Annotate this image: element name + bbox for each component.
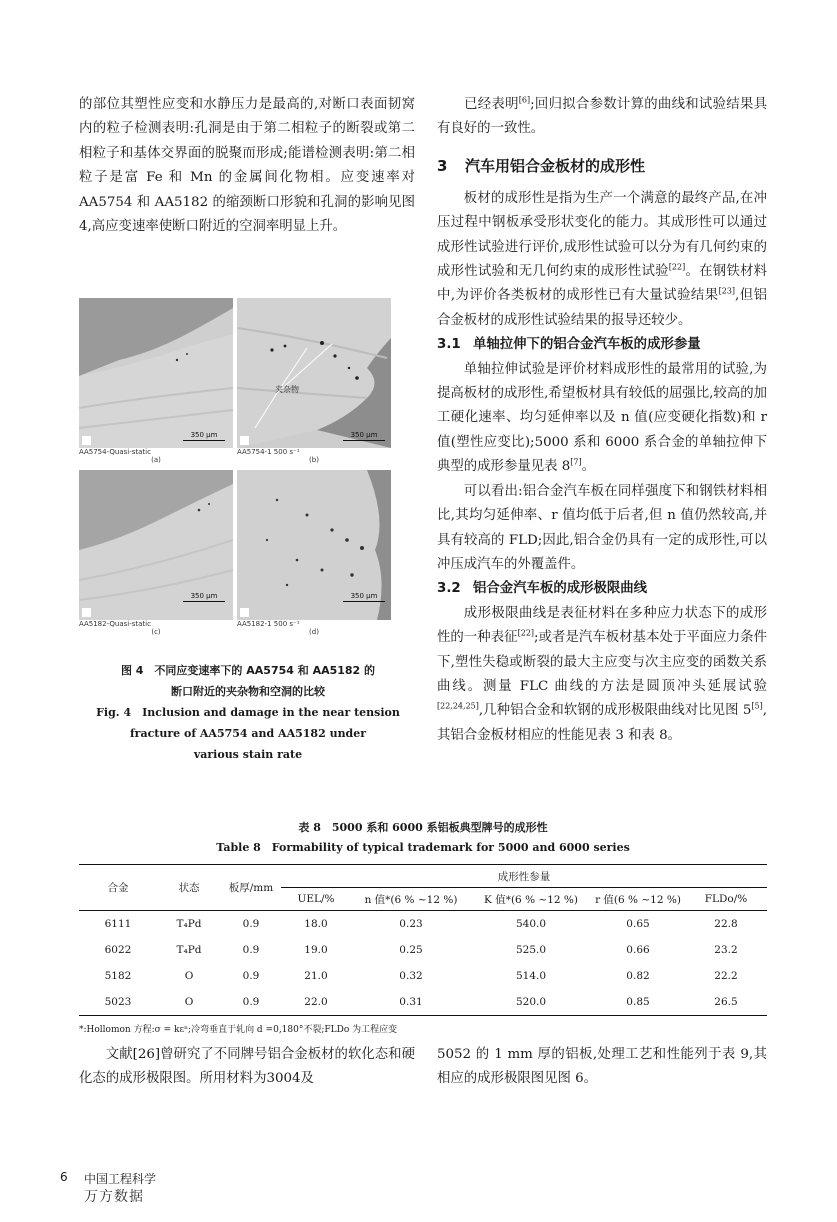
table-cell: 6111 [104, 918, 132, 930]
panel-d-label: AA5182-1 500 s⁻¹ [237, 620, 300, 628]
micrograph-c [79, 470, 233, 620]
panel-b-label: AA5754-1 500 s⁻¹ [237, 448, 300, 456]
citation: [5] [751, 701, 763, 711]
figure-caption-zh-2: 断口附近的夹杂物和空洞的比较 [171, 685, 325, 698]
table-cell: 525.0 [515, 944, 547, 956]
subsection-heading-1: 3.1 单轴拉伸下的铝合金汽车板的成形参量 [437, 337, 701, 353]
micrograph-b [237, 298, 391, 448]
figure-caption-zh-1: 图 4 不同应变速率下的 AA5754 和 AA5182 的 [120, 664, 376, 677]
table-cell: 0.9 [221, 989, 281, 1016]
right-paragraph-1: 板材的成形性是指为生产一个满意的最终产品,在冲压过程中钢板承受形状变化的能力。其成形性可以通过成形性试验进行评价,成形性试验可以分为有几何约束的成形性试验和无几何约束的成形性试验[22]。在钢铁材料中,为评价各类板材的成形性已有大量试验结果[23],但铝合金板材的成形性试验结果的报导还较少。 [437, 190, 768, 328]
figure-caption [79, 660, 417, 765]
table-cell: O [184, 970, 194, 982]
table-cell: 21.0 [304, 970, 328, 982]
table-row [79, 989, 767, 1016]
table-caption-zh: 表 8 5000 系和 6000 系铝板典型牌号的成形性 [298, 821, 548, 834]
table-cell: 26.5 [685, 989, 767, 1016]
figure-4 [79, 298, 417, 643]
figure-panel-c [79, 470, 233, 634]
table-cell: 0.32 [399, 970, 423, 982]
table-cell: O [157, 989, 221, 1016]
right-paragraph-2: 单轴拉伸试验是评价材料成形性的最常用的试验,为提高板材的成形性,希望板材具有较低的屈强比,较高的加工硬化速率、均匀延伸率以及 n 值(应变硬化指数)和 r 值(塑性应变比);5000 系和 6000 系合金的单轴拉伸下典型的成形参量见表 8[7]。 [437, 361, 767, 475]
table-cell: 5023 [79, 989, 157, 1016]
scale-bar-c: 350 μm [183, 592, 225, 602]
table-cell: 0.9 [242, 970, 260, 982]
table-cell: 0.65 [626, 918, 650, 930]
bottom-right-paragraph: 5052 的 1 mm 厚的铝板,处理工艺和性能列于表 9,其相应的成形极限图见图 6。 [437, 1047, 767, 1087]
right-paragraph-3: 可以看出:铝合金汽车板在同样强度下和钢铁材料相比,其均匀延伸率、r 值均低于后者,但 n 值仍然较高,并具有较高的 FLD;因此,铝合金仍具有一定的成形性,可以冲压成汽车的外覆盖件。 [437, 483, 767, 572]
table-cell: 18.0 [304, 918, 328, 930]
inclusion-callout: 夹杂物 [275, 385, 299, 394]
table-cell: 520.0 [471, 989, 591, 1016]
table-cell: 22.2 [714, 970, 738, 982]
figure-panel-b [237, 298, 391, 462]
table-cell: 22.8 [714, 918, 738, 930]
figure-panel-d [237, 470, 391, 634]
header-thickness: 板厚/mm [221, 865, 281, 911]
citation: [22] [668, 262, 686, 272]
table-cell: 0.82 [626, 970, 650, 982]
header-fldo: FLDo/% [685, 888, 767, 911]
citation: [7] [570, 457, 582, 467]
figure-caption-en-1: Fig. 4 Inclusion and damage in the near tension [96, 706, 400, 719]
table-cell: 6022 [104, 944, 132, 956]
formability-table [79, 864, 767, 1016]
citation: [22,24,25] [437, 701, 479, 711]
table-caption [79, 818, 767, 858]
table-cell: 0.25 [399, 944, 423, 956]
micrograph-d [237, 470, 391, 620]
panel-c-label: AA5182-Quasi-static [79, 620, 151, 628]
table-cell: 23.2 [714, 944, 738, 956]
page-number: 6 [60, 1170, 68, 1184]
header-k-value: K 值*(6 % ~12 %) [471, 888, 591, 911]
right-column [437, 93, 767, 748]
micrograph-a [79, 298, 233, 448]
table-cell: 22.0 [281, 989, 351, 1016]
panel-b-sub: (b) [309, 456, 319, 464]
citation: [22] [517, 628, 535, 638]
left-column [79, 93, 415, 239]
table-row [79, 963, 767, 989]
table-cell: 0.9 [242, 918, 260, 930]
table-cell: 0.85 [591, 989, 685, 1016]
figure-caption-en-3: various stain rate [193, 748, 303, 761]
table-footnote: *:Hollomon 方程:σ = kεⁿ;冷弯垂直于轧向 d =0,180°不裂;FLDo 为工程应变 [79, 1025, 398, 1035]
table-row [79, 937, 767, 963]
bottom-right-text [437, 1043, 767, 1092]
scale-bar-b: 350 μm [343, 431, 385, 441]
figure-panel-a [79, 298, 233, 462]
section-heading: 3 汽车用铝合金板材的成形性 [437, 156, 646, 175]
scale-bar-a: 350 μm [183, 431, 225, 441]
header-alloy: 合金 [79, 865, 157, 911]
citation: [6] [518, 95, 531, 105]
table-row [79, 911, 767, 938]
right-paragraph-0: 已经表明[6];回归拟合参数计算的曲线和试验结果具有良好的一致性。 [437, 95, 768, 137]
panel-a-sub: (a) [151, 456, 161, 464]
subsection-heading-2: 3.2 铝合金汽车板的成形极限曲线 [437, 581, 648, 597]
journal-name: 中国工程科学 [84, 1172, 157, 1186]
panel-a-label: AA5754-Quasi-static [79, 448, 151, 456]
table-cell: 540.0 [515, 918, 547, 930]
citation: [23] [718, 286, 736, 296]
header-r-value: r 值(6 % ~12 %) [591, 888, 685, 911]
table-cell: T₄Pd [176, 944, 202, 956]
table-cell: T₄Pd [176, 918, 202, 930]
table-cell: 514.0 [515, 970, 547, 982]
header-temper: 状态 [157, 865, 221, 911]
bottom-left-paragraph: 文献[26]曾研究了不同牌号铝合金板材的软化态和硬化态的成形极限图。所用材料为3004及 [79, 1047, 415, 1087]
right-paragraph-4: 成形极限曲线是表征材料在多种应力状态下的成形性的一种表征[22];或者是汽车板材基本处于平面应力条件下,塑性失稳或断裂的最大主应变与次主应变的函数关系曲线。测量 FLC 曲线的方法是圆顶冲头延展试验[22,24,25],几种铝合金和软钢的成形极限曲线对比见图 5[5],其铝合金板材相应的性能见表 3 和表 8。 [437, 605, 767, 743]
table-cell: 0.31 [351, 989, 471, 1016]
header-formability-group: 成形性参量 [281, 865, 767, 888]
bottom-left-text [79, 1043, 415, 1092]
header-n-value: n 值*(6 % ~12 %) [351, 888, 471, 911]
left-paragraph: 的部位其塑性应变和水静压力是最高的,对断口表面韧窝内的粒子检测表明:孔洞是由于第二相粒子的断裂或第二相粒子和基体交界面的脱聚而形成;能谱检测表明:第二相粒子是富 Fe 和 Mn 的金属间化物相。应变速率对 AA5754 和 AA5182 的缩颈断口形貌和孔洞的影响见图 4,高应变速率使断口附近的空洞率明显上升。 [79, 97, 415, 235]
table-cell: 5182 [104, 970, 132, 982]
table-caption-en: Table 8 Formability of typical trademark for 5000 and 6000 series [216, 841, 630, 854]
watermark: 万方数据 [84, 1189, 144, 1205]
panel-c-sub: (c) [151, 628, 161, 636]
scale-bar-d: 350 μm [343, 592, 385, 602]
panel-d-sub: (d) [309, 628, 319, 636]
table-cell: 19.0 [304, 944, 328, 956]
table-cell: 0.9 [242, 944, 260, 956]
table-cell: 0.66 [626, 944, 650, 956]
figure-caption-en-2: fracture of AA5754 and AA5182 under [129, 727, 367, 740]
table-cell: 0.23 [399, 918, 423, 930]
header-uel: UEL/% [281, 888, 351, 911]
